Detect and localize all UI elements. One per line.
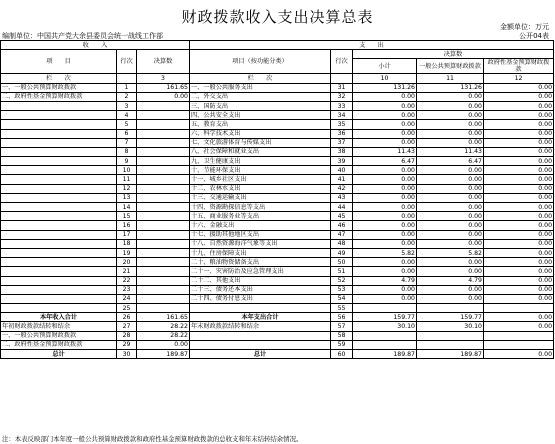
row-general-budget: 0.00: [417, 138, 484, 147]
row-income-line: 8: [117, 147, 137, 156]
row-income-item: [1, 258, 117, 267]
row-income-line: 18: [117, 239, 137, 248]
row-expense-line: 32: [331, 92, 353, 101]
row-gov-fund: [484, 304, 554, 313]
row-income-item: [1, 285, 117, 294]
table-row: [1, 294, 554, 303]
row-income-line: 21: [117, 267, 137, 276]
row-subtotal: 0.00: [353, 92, 417, 101]
table-row: [1, 111, 554, 120]
col-amount: 决算数: [137, 50, 190, 74]
row-income-line: 13: [117, 193, 137, 202]
row-income-amount: 161.65: [137, 313, 190, 322]
row-income-amount: 0.00: [137, 92, 190, 101]
table-row: [1, 285, 554, 294]
row-subtotal: 0.00: [353, 120, 417, 129]
row-expense-line: 54: [331, 294, 353, 303]
row-gov-fund: 0.00: [484, 248, 554, 257]
row-general-budget: 6.47: [417, 157, 484, 166]
row-income-amount: [137, 248, 190, 257]
table-row: [1, 350, 554, 359]
table-row: [1, 313, 554, 322]
table-row: [1, 203, 554, 212]
row-expense-item: 二十四、债务付息支出: [190, 294, 331, 303]
row-subtotal: 0.00: [353, 267, 417, 276]
row-expense-line: 45: [331, 212, 353, 221]
row-expense-item: 一、一般公共服务支出: [190, 83, 331, 92]
row-income-amount: [137, 184, 190, 193]
row-income-line: 3: [117, 101, 137, 110]
row-subtotal: [353, 340, 417, 349]
lanci-num-11: 11: [417, 74, 484, 83]
row-subtotal: 131.26: [353, 83, 417, 92]
row-expense-item: 十六、金融支出: [190, 221, 331, 230]
row-income-line: 17: [117, 230, 137, 239]
row-income-item: [1, 203, 117, 212]
row-income-item: [1, 129, 117, 138]
row-expense-line: 47: [331, 230, 353, 239]
row-income-item: 二、政府性基金预算财政拨款: [1, 92, 117, 101]
row-gov-fund: 0.00: [484, 120, 554, 129]
row-income-line: 30: [117, 350, 137, 359]
row-expense-line: 48: [331, 239, 353, 248]
row-subtotal: 0.00: [353, 184, 417, 193]
table-row: [1, 340, 554, 349]
row-gov-fund: 0.00: [484, 276, 554, 285]
row-general-budget: 0.00: [417, 258, 484, 267]
row-subtotal: 0.00: [353, 285, 417, 294]
row-gov-fund: 0.00: [484, 285, 554, 294]
row-general-budget: [417, 304, 484, 313]
row-expense-item: 十四、资源勘探信息等支出: [190, 203, 331, 212]
row-subtotal: 0.00: [353, 294, 417, 303]
row-income-amount: [137, 111, 190, 120]
row-income-amount: [137, 212, 190, 221]
row-subtotal: 0.00: [353, 111, 417, 120]
row-gov-fund: 0.00: [484, 221, 554, 230]
table-row: [1, 157, 554, 166]
row-income-amount: [137, 193, 190, 202]
row-expense-item: 十一、城乡社区支出: [190, 175, 331, 184]
row-expense-line: 44: [331, 203, 353, 212]
row-expense-item: 十五、商业服务业等支出: [190, 212, 331, 221]
row-income-line: 2: [117, 92, 137, 101]
row-expense-item: 五、教育支出: [190, 120, 331, 129]
row-gov-fund: 0.00: [484, 322, 554, 331]
row-subtotal: 0.00: [353, 230, 417, 239]
row-gov-fund: 0.00: [484, 175, 554, 184]
row-income-item: 本年收入合计: [1, 313, 117, 322]
table-row: [1, 184, 554, 193]
row-expense-line: 43: [331, 193, 353, 202]
row-gov-fund: 0.00: [484, 83, 554, 92]
row-income-amount: 189.87: [137, 350, 190, 359]
row-income-item: [1, 120, 117, 129]
row-general-budget: 5.82: [417, 248, 484, 257]
row-general-budget: 0.00: [417, 111, 484, 120]
table-row: [1, 276, 554, 285]
row-expense-line: 58: [331, 331, 353, 340]
row-expense-line: 51: [331, 267, 353, 276]
row-subtotal: 0.00: [353, 138, 417, 147]
row-expense-item: 十九、住房保障支出: [190, 248, 331, 257]
row-expense-item: 八、社会保障和就业支出: [190, 147, 331, 156]
row-income-line: 7: [117, 138, 137, 147]
row-income-line: 20: [117, 258, 137, 267]
col-final: 决算数: [353, 50, 554, 59]
row-general-budget: 0.00: [417, 184, 484, 193]
row-general-budget: 0.00: [417, 193, 484, 202]
row-subtotal: 4.79: [353, 276, 417, 285]
row-expense-line: 40: [331, 166, 353, 175]
row-general-budget: 0.00: [417, 212, 484, 221]
table-row: [1, 230, 554, 239]
row-income-line: 27: [117, 322, 137, 331]
lanci-num-12: 12: [484, 74, 554, 83]
row-general-budget: 0.00: [417, 92, 484, 101]
row-expense-item: 年末财政拨款结转和结余: [190, 322, 331, 331]
row-expense-item: 二十二、其他支出: [190, 276, 331, 285]
form-number: 公开04表: [519, 32, 549, 40]
org-label: 编制单位：中国共产党大余县委员会统一战线工作部: [2, 32, 163, 40]
row-expense-line: 42: [331, 184, 353, 193]
table-row: [1, 304, 554, 313]
row-expense-item: [190, 331, 331, 340]
row-subtotal: 0.00: [353, 193, 417, 202]
table-row: [1, 129, 554, 138]
row-income-line: 23: [117, 285, 137, 294]
table-row: [1, 212, 554, 221]
row-gov-fund: 0.00: [484, 92, 554, 101]
table-row: [1, 248, 554, 257]
row-expense-line: 49: [331, 248, 353, 257]
row-income-line: 11: [117, 175, 137, 184]
table-row: [1, 331, 554, 340]
row-income-item: [1, 193, 117, 202]
income-header: 收 入: [1, 41, 190, 50]
row-income-item: [1, 147, 117, 156]
row-income-amount: [137, 120, 190, 129]
row-income-amount: [137, 294, 190, 303]
row-expense-item: 总计: [190, 350, 331, 359]
col-gov-fund: 政府性基金预算财政拨款: [484, 59, 554, 74]
row-gov-fund: 0.00: [484, 147, 554, 156]
unit-label: 金额单位：万元: [500, 23, 549, 31]
row-gov-fund: 0.00: [484, 350, 554, 359]
row-income-item: [1, 221, 117, 230]
row-income-item: [1, 157, 117, 166]
row-gov-fund: 0.00: [484, 212, 554, 221]
row-expense-line: 33: [331, 101, 353, 110]
col-func-item: 项目（按功能分类）: [190, 50, 331, 74]
row-expense-item: 十三、交通运输支出: [190, 193, 331, 202]
row-expense-line: 35: [331, 120, 353, 129]
row-gov-fund: 0.00: [484, 203, 554, 212]
row-income-item: 一、一般公共预算财政拨款: [1, 331, 117, 340]
row-expense-item: 本年支出合计: [190, 313, 331, 322]
row-income-item: [1, 111, 117, 120]
row-income-item: [1, 294, 117, 303]
row-gov-fund: 0.00: [484, 267, 554, 276]
row-subtotal: 0.00: [353, 129, 417, 138]
row-income-amount: [137, 157, 190, 166]
row-expense-line: 34: [331, 111, 353, 120]
row-income-line: 22: [117, 276, 137, 285]
row-income-item: 二、政府性基金预算财政拨款: [1, 340, 117, 349]
row-gov-fund: 0.00: [484, 129, 554, 138]
row-expense-line: 60: [331, 350, 353, 359]
col-subtotal: 小计: [353, 59, 417, 74]
row-expense-line: 53: [331, 285, 353, 294]
table-row: [1, 258, 554, 267]
row-subtotal: 0.00: [353, 101, 417, 110]
table-row: [1, 267, 554, 276]
row-expense-line: 37: [331, 138, 353, 147]
row-gov-fund: 0.00: [484, 157, 554, 166]
col-line: 行次: [117, 50, 137, 74]
row-income-line: 4: [117, 111, 137, 120]
table-row: [1, 221, 554, 230]
row-income-amount: [137, 129, 190, 138]
row-income-amount: [137, 230, 190, 239]
row-expense-line: 46: [331, 221, 353, 230]
row-income-line: 1: [117, 83, 137, 92]
row-gov-fund: [484, 340, 554, 349]
row-income-amount: [137, 147, 190, 156]
row-income-amount: [137, 276, 190, 285]
row-subtotal: 189.87: [353, 350, 417, 359]
footnote: 注：本表反映部门本年度一般公共预算财政拨款和政府性基金预算财政拨款的总收支和年末结转结余情况。: [2, 435, 303, 443]
row-income-amount: 28.22: [137, 322, 190, 331]
row-income-line: 12: [117, 184, 137, 193]
row-expense-item: 十八、自然资源海洋气象等支出: [190, 239, 331, 248]
row-expense-item: 十二、农林水支出: [190, 184, 331, 193]
lanci-num-10: 10: [353, 74, 417, 83]
row-income-amount: 161.65: [137, 83, 190, 92]
row-expense-line: 52: [331, 276, 353, 285]
row-expense-item: 三、国防支出: [190, 101, 331, 110]
row-income-line: 29: [117, 340, 137, 349]
row-income-amount: [137, 267, 190, 276]
row-general-budget: 0.00: [417, 294, 484, 303]
lanci-left: 栏 次: [1, 74, 117, 83]
row-income-item: 一、一般公共预算财政拨款: [1, 83, 117, 92]
row-general-budget: 0.00: [417, 166, 484, 175]
expense-header: 支 出: [190, 41, 554, 50]
row-income-amount: [137, 304, 190, 313]
row-expense-line: 59: [331, 340, 353, 349]
row-gov-fund: 0.00: [484, 313, 554, 322]
lanci-num-3: 3: [137, 74, 190, 83]
row-gov-fund: 0.00: [484, 101, 554, 110]
budget-table: [0, 40, 554, 359]
row-expense-line: 55: [331, 304, 353, 313]
row-general-budget: 159.77: [417, 313, 484, 322]
row-income-amount: [137, 101, 190, 110]
row-income-item: [1, 239, 117, 248]
row-income-item: [1, 276, 117, 285]
row-income-amount: 28.22: [137, 331, 190, 340]
col-general-budget: 一般公共预算财政拨款: [417, 59, 484, 74]
row-general-budget: 0.00: [417, 129, 484, 138]
row-general-budget: 30.10: [417, 322, 484, 331]
row-gov-fund: 0.00: [484, 193, 554, 202]
row-gov-fund: 0.00: [484, 184, 554, 193]
row-expense-item: 二、外交支出: [190, 92, 331, 101]
row-general-budget: 0.00: [417, 175, 484, 184]
row-income-amount: [137, 239, 190, 248]
row-subtotal: 5.82: [353, 248, 417, 257]
row-income-line: 6: [117, 129, 137, 138]
row-expense-item: 二十三、债务还本支出: [190, 285, 331, 294]
row-income-line: 14: [117, 203, 137, 212]
row-expense-line: 31: [331, 83, 353, 92]
row-general-budget: 0.00: [417, 267, 484, 276]
row-general-budget: 189.87: [417, 350, 484, 359]
row-subtotal: 0.00: [353, 175, 417, 184]
row-expense-line: 41: [331, 175, 353, 184]
table-row: [1, 166, 554, 175]
table-row: [1, 101, 554, 110]
table-row: [1, 83, 554, 92]
row-gov-fund: 0.00: [484, 166, 554, 175]
row-gov-fund: 0.00: [484, 294, 554, 303]
row-subtotal: 0.00: [353, 239, 417, 248]
row-income-item: [1, 212, 117, 221]
table-row: [1, 120, 554, 129]
row-income-line: 5: [117, 120, 137, 129]
row-income-amount: [137, 258, 190, 267]
row-gov-fund: 0.00: [484, 258, 554, 267]
row-subtotal: 11.43: [353, 147, 417, 156]
row-gov-fund: 0.00: [484, 138, 554, 147]
row-income-item: [1, 248, 117, 257]
row-expense-line: 50: [331, 258, 353, 267]
page-title: 财政拨款收入支出决算总表: [181, 8, 374, 26]
row-expense-line: 36: [331, 129, 353, 138]
table-row: [1, 193, 554, 202]
col-line-right: 行次: [331, 50, 353, 74]
lanci-right: 栏 次: [190, 74, 331, 83]
row-expense-item: 十七、援助其他地区支出: [190, 230, 331, 239]
row-gov-fund: [484, 331, 554, 340]
row-expense-item: 十、节能环保支出: [190, 166, 331, 175]
row-income-item: [1, 101, 117, 110]
row-subtotal: 0.00: [353, 221, 417, 230]
row-subtotal: 0.00: [353, 166, 417, 175]
row-general-budget: 0.00: [417, 203, 484, 212]
row-income-line: 26: [117, 313, 137, 322]
col-item: 项 目: [1, 50, 117, 74]
row-expense-item: 二十、粮油物资储备支出: [190, 258, 331, 267]
row-income-line: 16: [117, 221, 137, 230]
row-income-item: [1, 304, 117, 313]
table-row: [1, 239, 554, 248]
row-income-item: 年初财政拨款结转和结余: [1, 322, 117, 331]
row-income-item: [1, 267, 117, 276]
row-general-budget: 131.26: [417, 83, 484, 92]
row-general-budget: 0.00: [417, 101, 484, 110]
row-income-item: [1, 166, 117, 175]
row-income-amount: [137, 285, 190, 294]
row-income-amount: [137, 221, 190, 230]
row-general-budget: 4.79: [417, 276, 484, 285]
row-income-item: [1, 230, 117, 239]
row-general-budget: 0.00: [417, 239, 484, 248]
row-income-amount: [137, 166, 190, 175]
row-expense-item: 四、公共安全支出: [190, 111, 331, 120]
row-income-amount: [137, 175, 190, 184]
row-income-item: [1, 138, 117, 147]
table-row: [1, 138, 554, 147]
row-subtotal: 0.00: [353, 212, 417, 221]
row-gov-fund: 0.00: [484, 230, 554, 239]
row-general-budget: 0.00: [417, 221, 484, 230]
row-income-item: 总计: [1, 350, 117, 359]
row-income-line: 28: [117, 331, 137, 340]
row-expense-item: 九、卫生健康支出: [190, 157, 331, 166]
row-expense-item: 七、文化旅游体育与传媒支出: [190, 138, 331, 147]
row-income-line: 24: [117, 294, 137, 303]
row-subtotal: 159.77: [353, 313, 417, 322]
row-expense-line: 56: [331, 313, 353, 322]
row-income-amount: [137, 138, 190, 147]
row-expense-line: 38: [331, 147, 353, 156]
row-general-budget: 0.00: [417, 285, 484, 294]
row-subtotal: [353, 304, 417, 313]
row-subtotal: [353, 331, 417, 340]
row-general-budget: [417, 340, 484, 349]
table-row: [1, 322, 554, 331]
row-income-line: 10: [117, 166, 137, 175]
row-subtotal: 6.47: [353, 157, 417, 166]
row-income-line: 9: [117, 157, 137, 166]
table-row: [1, 175, 554, 184]
row-expense-item: 二十一、灾害防治及应急管理支出: [190, 267, 331, 276]
row-income-amount: [137, 203, 190, 212]
row-general-budget: 0.00: [417, 120, 484, 129]
row-expense-item: [190, 304, 331, 313]
row-subtotal: 0.00: [353, 258, 417, 267]
row-gov-fund: 0.00: [484, 111, 554, 120]
row-income-line: 15: [117, 212, 137, 221]
row-expense-line: 39: [331, 157, 353, 166]
row-income-line: 25: [117, 304, 137, 313]
row-general-budget: 0.00: [417, 230, 484, 239]
table-row: [1, 92, 554, 101]
row-general-budget: [417, 331, 484, 340]
row-expense-item: [190, 340, 331, 349]
row-expense-line: 57: [331, 322, 353, 331]
row-gov-fund: 0.00: [484, 239, 554, 248]
table-row: [1, 147, 554, 156]
row-subtotal: 0.00: [353, 203, 417, 212]
row-income-item: [1, 175, 117, 184]
row-income-line: 19: [117, 248, 137, 257]
row-expense-item: 六、科学技术支出: [190, 129, 331, 138]
row-general-budget: 11.43: [417, 147, 484, 156]
row-income-item: [1, 184, 117, 193]
row-subtotal: 30.10: [353, 322, 417, 331]
row-income-amount: 0.00: [137, 340, 190, 349]
